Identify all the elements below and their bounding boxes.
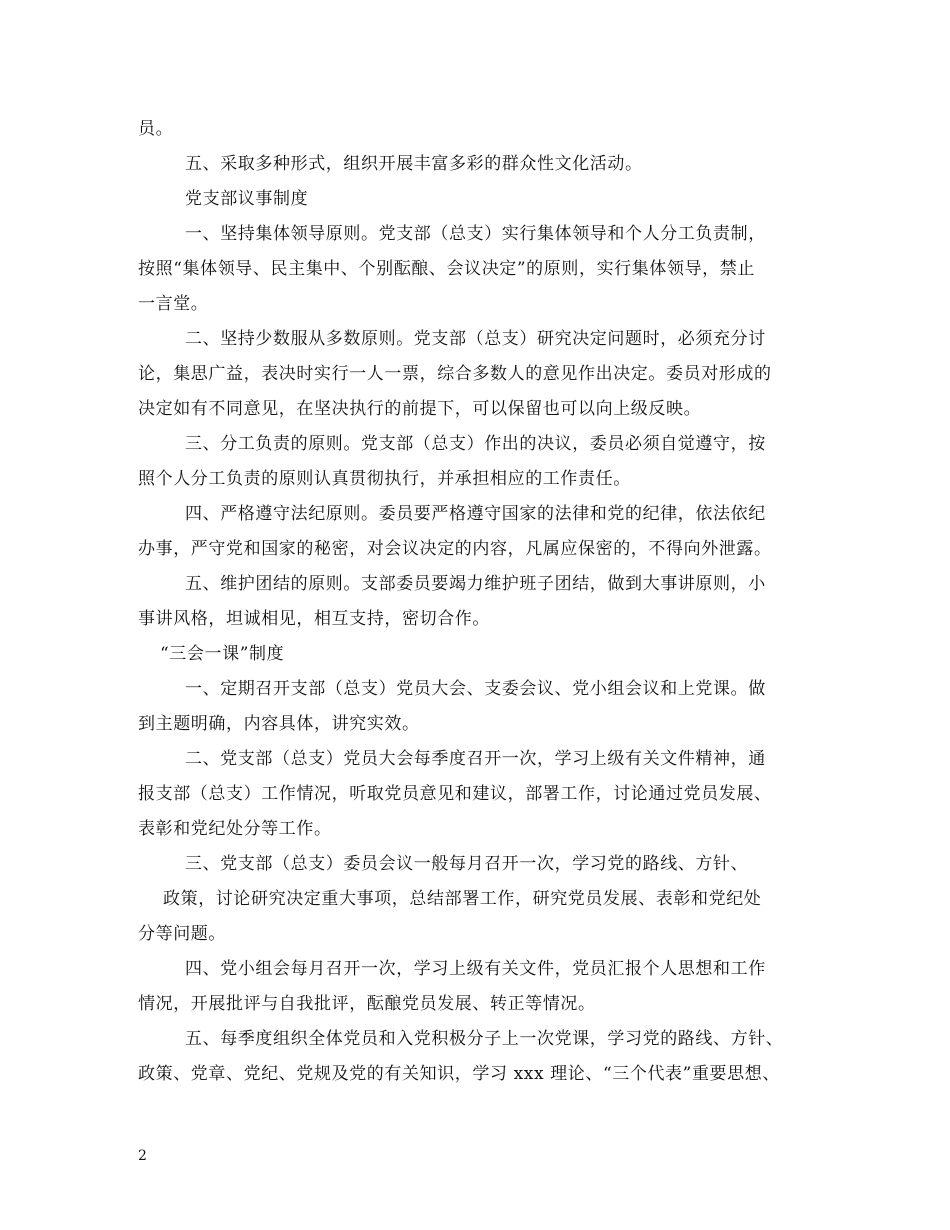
page-number: 2 — [138, 1148, 147, 1164]
text-line: 五、维护团结的原则。支部委员要竭力维护班子团结，做到大事讲原则，小 — [185, 574, 766, 594]
section-heading: “三会一课”制度 — [160, 644, 285, 664]
text-line: 三、党支部（总支）委员会议一般每月召开一次，学习党的路线、方针、 — [185, 854, 749, 874]
text-line: 事讲风格，坦诚相见，相互支持，密切合作。 — [138, 609, 490, 629]
text-line: 分等问题。 — [138, 924, 226, 944]
text-line: 办事，严守党和国家的秘密，对会议决定的内容，凡属应保密的，不得向外泄露。 — [138, 539, 772, 559]
text-line: 政策，讨论研究决定重大事项，总结部署工作，研究党员发展、表彰和党纪处 — [163, 889, 762, 909]
text-line: 一言堂。 — [138, 294, 209, 314]
section-heading: 党支部议事制度 — [185, 189, 309, 209]
text-line: 四、严格遵守法纪原则。委员要严格遵守国家的法律和党的纪律，依法依纪 — [185, 504, 766, 524]
text-line: 情况，开展批评与自我批评，酝酿党员发展、转正等情况。 — [138, 994, 596, 1014]
text-line: 五、每季度组织全体党员和入党积极分子上一次党课，学习党的路线、方针、 — [185, 1029, 784, 1049]
text-line: 论，集思广益，表决时实行一人一票，综合多数人的意见作出决定。委员对形成的 — [138, 364, 772, 384]
text-line: 决定如有不同意见，在坚决执行的前提下，可以保留也可以向上级反映。 — [138, 399, 702, 419]
text-line: 政策、党章、党纪、党规及党的有关知识，学习 xxx 理论、“三个代表”重要思想、 — [138, 1064, 780, 1084]
text-line: 员。 — [138, 119, 174, 139]
text-line: 四、党小组会每月召开一次，学习上级有关文件，党员汇报个人思想和工作 — [185, 959, 766, 979]
text-line: 表彰和党纪处分等工作。 — [138, 819, 332, 839]
text-line: 到主题明确，内容具体，讲究实效。 — [138, 714, 420, 734]
text-line: 二、党支部（总支）党员大会每季度召开一次，学习上级有关文件精神，通 — [185, 749, 766, 769]
text-line: 照个人分工负责的原则认真贯彻执行，并承担相应的工作责任。 — [138, 469, 631, 489]
text-line: 五、采取多种形式，组织开展丰富多彩的群众性文化活动。 — [185, 154, 643, 174]
text-line: 三、分工负责的原则。党支部（总支）作出的决议，委员必须自觉遵守，按 — [185, 434, 766, 454]
text-line: 按照“集体领导、民主集中、个别酝酿、会议决定”的原则，实行集体领导，禁止 — [138, 259, 755, 279]
text-line: 报支部（总支）工作情况，听取党员意见和建议，部署工作，讨论通过党员发展、 — [138, 784, 772, 804]
text-line: 二、坚持少数服从多数原则。党支部（总支）研究决定问题时，必须充分讨 — [185, 329, 766, 349]
text-line: 一、坚持集体领导原则。党支部（总支）实行集体领导和个人分工负责制， — [185, 224, 766, 244]
text-line: 一、定期召开支部（总支）党员大会、支委会议、党小组会议和上党课。做 — [185, 679, 766, 699]
